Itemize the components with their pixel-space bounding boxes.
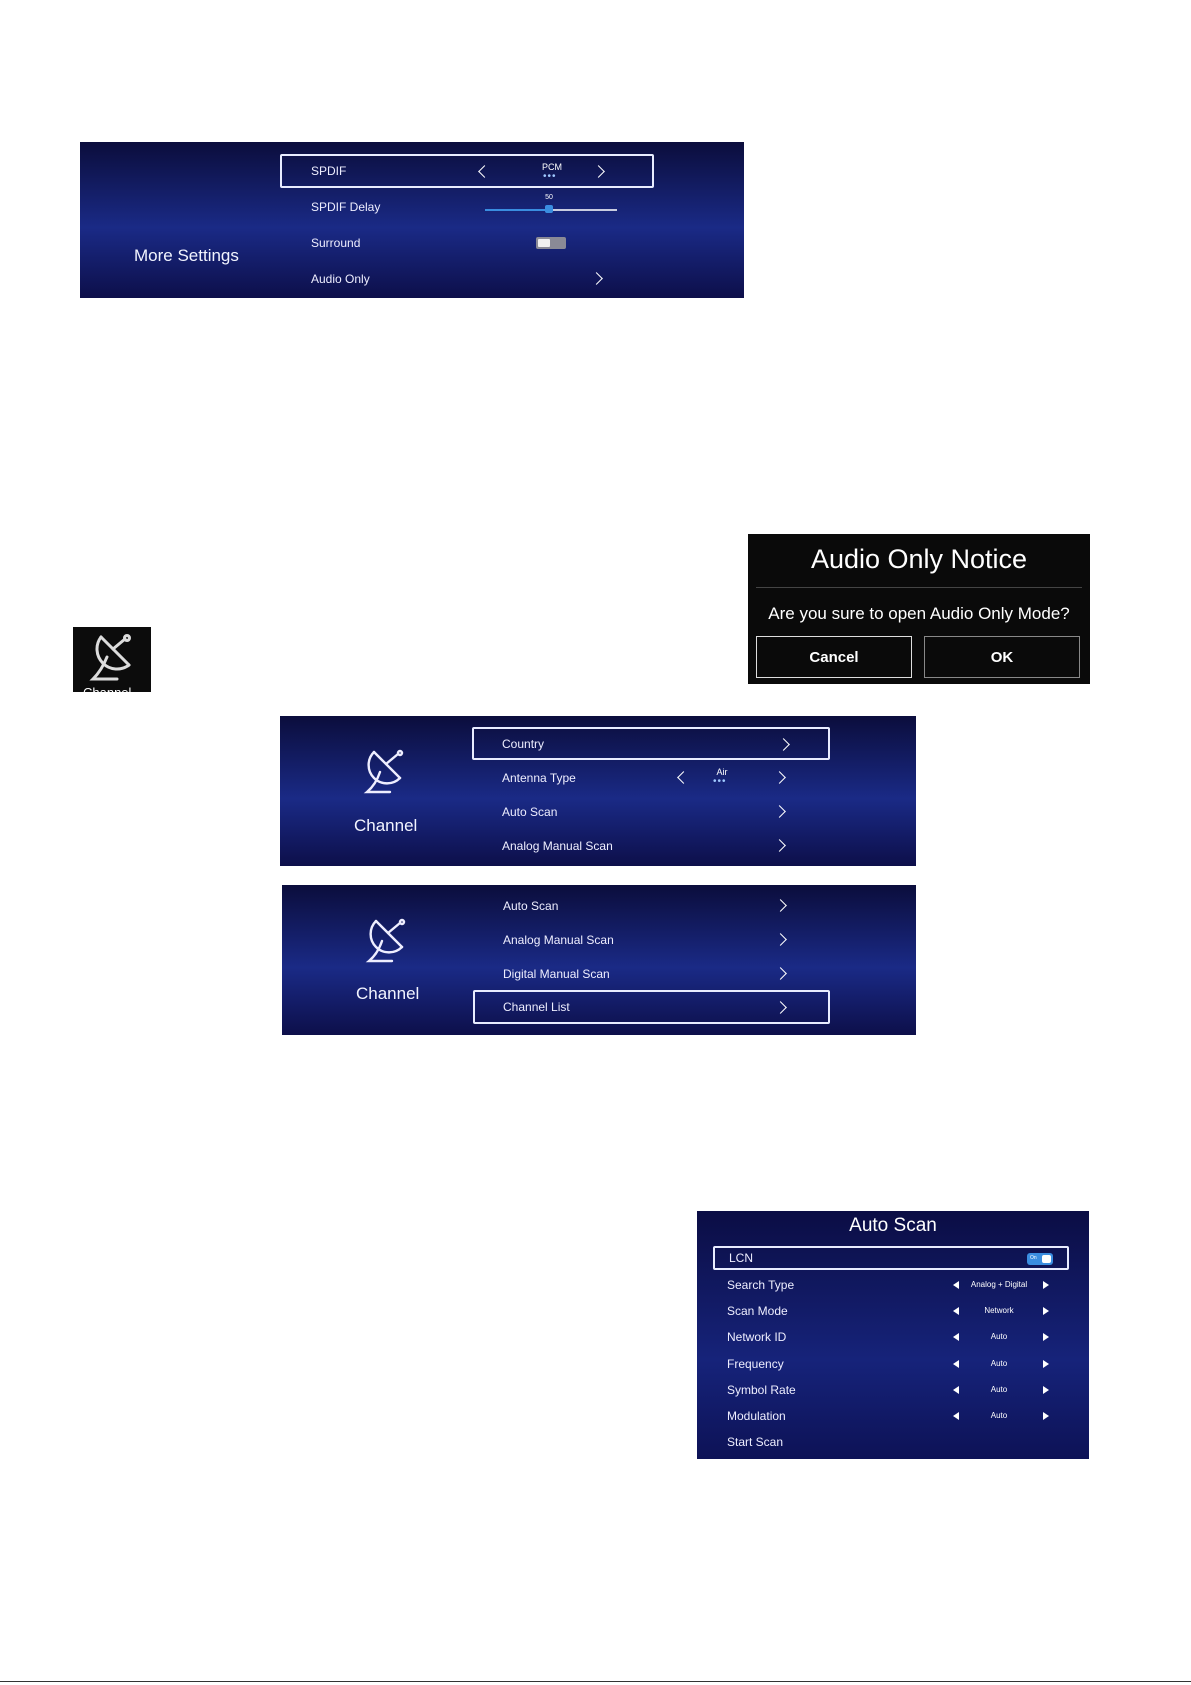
menu-item-label: Auto Scan	[503, 898, 559, 913]
slider-thumb[interactable]	[545, 205, 553, 213]
menu-item-label: Start Scan	[727, 1435, 784, 1449]
slider-value: 50	[545, 194, 553, 201]
lcn-toggle-switch-icon[interactable]	[1027, 1253, 1053, 1265]
menu-item-lcn[interactable]	[713, 1246, 1069, 1270]
menu-item-label: Symbol Rate	[727, 1383, 796, 1397]
frequency-value: Auto	[990, 1359, 1008, 1368]
page-footer-rule	[0, 1681, 1191, 1682]
menu-item-label: Analog Manual Scan	[502, 838, 613, 853]
menu-item-antenna-type[interactable]	[472, 761, 830, 794]
chevron-right-icon[interactable]	[774, 899, 787, 912]
dialog-message: Are you sure to open Audio Only Mode?	[768, 604, 1070, 623]
spdif-delay-slider[interactable]	[485, 209, 617, 211]
chevron-right-icon[interactable]	[777, 738, 790, 751]
satellite-dish-icon	[362, 746, 412, 798]
satellite-dish-icon	[364, 915, 414, 967]
triangle-right-icon[interactable]	[1043, 1386, 1049, 1394]
menu-item-label: Digital Manual Scan	[503, 966, 610, 981]
menu-item-frequency[interactable]	[713, 1352, 1069, 1376]
satellite-dish-icon	[73, 627, 151, 692]
menu-item-label: Network ID	[727, 1330, 787, 1344]
chevron-right-icon[interactable]	[774, 967, 787, 980]
menu-item-country[interactable]	[472, 727, 830, 760]
audio-only-notice-dialog	[748, 534, 1090, 684]
spdif-value: PCM	[542, 162, 562, 172]
channel-menu-panel-1	[280, 716, 916, 866]
menu-item-auto-scan[interactable]	[472, 795, 830, 828]
auto-scan-title: Auto Scan	[849, 1215, 937, 1236]
menu-item-label: SPDIF Delay	[311, 200, 381, 214]
chevron-right-icon[interactable]	[774, 933, 787, 946]
menu-item-analog-manual-scan[interactable]	[474, 923, 832, 956]
modulation-value: Auto	[990, 1411, 1008, 1420]
menu-item-label: Country	[502, 736, 545, 751]
menu-item-label: Surround	[311, 236, 361, 250]
menu-item-label: Frequency	[727, 1357, 784, 1371]
menu-item-label: Scan Mode	[727, 1304, 788, 1318]
chevron-right-icon[interactable]	[773, 805, 786, 818]
chevron-right-icon[interactable]	[590, 272, 603, 285]
menu-item-network-id[interactable]	[713, 1325, 1069, 1349]
menu-item-label: Analog Manual Scan	[503, 932, 614, 947]
menu-item-label: Search Type	[727, 1278, 795, 1292]
triangle-right-icon[interactable]	[1043, 1360, 1049, 1368]
more-settings-panel	[80, 142, 744, 298]
more-settings-side-title: More Settings	[134, 246, 239, 265]
symbol-rate-value: Auto	[990, 1385, 1008, 1394]
chevron-right-icon[interactable]	[773, 771, 786, 784]
slider-fill	[485, 209, 551, 211]
menu-item-label: LCN	[729, 1251, 754, 1265]
menu-item-label: Channel List	[503, 1000, 570, 1014]
menu-item-auto-scan[interactable]	[474, 889, 832, 922]
triangle-right-icon[interactable]	[1043, 1307, 1049, 1315]
chevron-right-icon[interactable]	[592, 165, 605, 178]
dialog-title: Audio Only Notice	[810, 544, 1028, 574]
menu-item-symbol-rate[interactable]	[713, 1378, 1069, 1402]
antenna-type-value: Air	[716, 767, 728, 777]
chevron-right-icon[interactable]	[773, 839, 786, 852]
toggle-on-label: On	[1030, 1255, 1037, 1261]
channel-menu-panel-2	[282, 885, 916, 1035]
menu-item-scan-mode[interactable]	[713, 1299, 1069, 1323]
menu-item-spdif[interactable]	[280, 154, 654, 188]
dialog-divider	[756, 587, 1082, 588]
scan-mode-value: Network	[984, 1306, 1014, 1315]
chevron-left-icon[interactable]	[677, 771, 690, 784]
chevron-right-icon[interactable]	[774, 1001, 787, 1014]
menu-item-label: Audio Only	[311, 272, 370, 286]
channel-side-title: Channel	[354, 816, 418, 835]
chevron-left-icon[interactable]	[478, 165, 491, 178]
menu-item-channel-list[interactable]	[473, 990, 830, 1024]
toggle-knob	[1042, 1255, 1051, 1263]
search-type-value: Analog + Digital	[970, 1280, 1028, 1289]
menu-item-audio-only[interactable]	[280, 262, 654, 296]
menu-item-search-type[interactable]	[713, 1273, 1069, 1297]
cancel-button[interactable]: Cancel	[756, 636, 912, 678]
triangle-right-icon[interactable]	[1043, 1281, 1049, 1289]
ok-button[interactable]: OK	[924, 636, 1080, 678]
menu-item-surround[interactable]	[280, 226, 654, 260]
channel-side-title: Channel	[356, 984, 420, 1003]
toggle-knob	[538, 239, 550, 247]
option-dots: •••	[713, 776, 727, 787]
menu-item-label: Auto Scan	[502, 804, 558, 819]
menu-item-digital-manual-scan[interactable]	[474, 957, 832, 990]
option-dots: •••	[543, 171, 557, 182]
triangle-right-icon[interactable]	[1043, 1333, 1049, 1341]
triangle-right-icon[interactable]	[1043, 1412, 1049, 1420]
menu-item-modulation[interactable]	[713, 1404, 1069, 1428]
channel-icon-caption: Channel	[83, 685, 132, 700]
channel-icon-tile	[73, 627, 151, 700]
menu-item-label: Antenna Type	[502, 770, 576, 785]
menu-item-start-scan[interactable]	[713, 1430, 1069, 1454]
menu-item-label: SPDIF	[311, 164, 347, 178]
surround-toggle-switch-icon[interactable]	[536, 237, 566, 249]
menu-item-label: Modulation	[727, 1409, 786, 1423]
menu-item-spdif-delay[interactable]	[280, 190, 654, 224]
auto-scan-panel	[697, 1211, 1089, 1459]
network-id-value: Auto	[990, 1332, 1008, 1341]
menu-item-analog-manual-scan[interactable]	[472, 829, 830, 862]
